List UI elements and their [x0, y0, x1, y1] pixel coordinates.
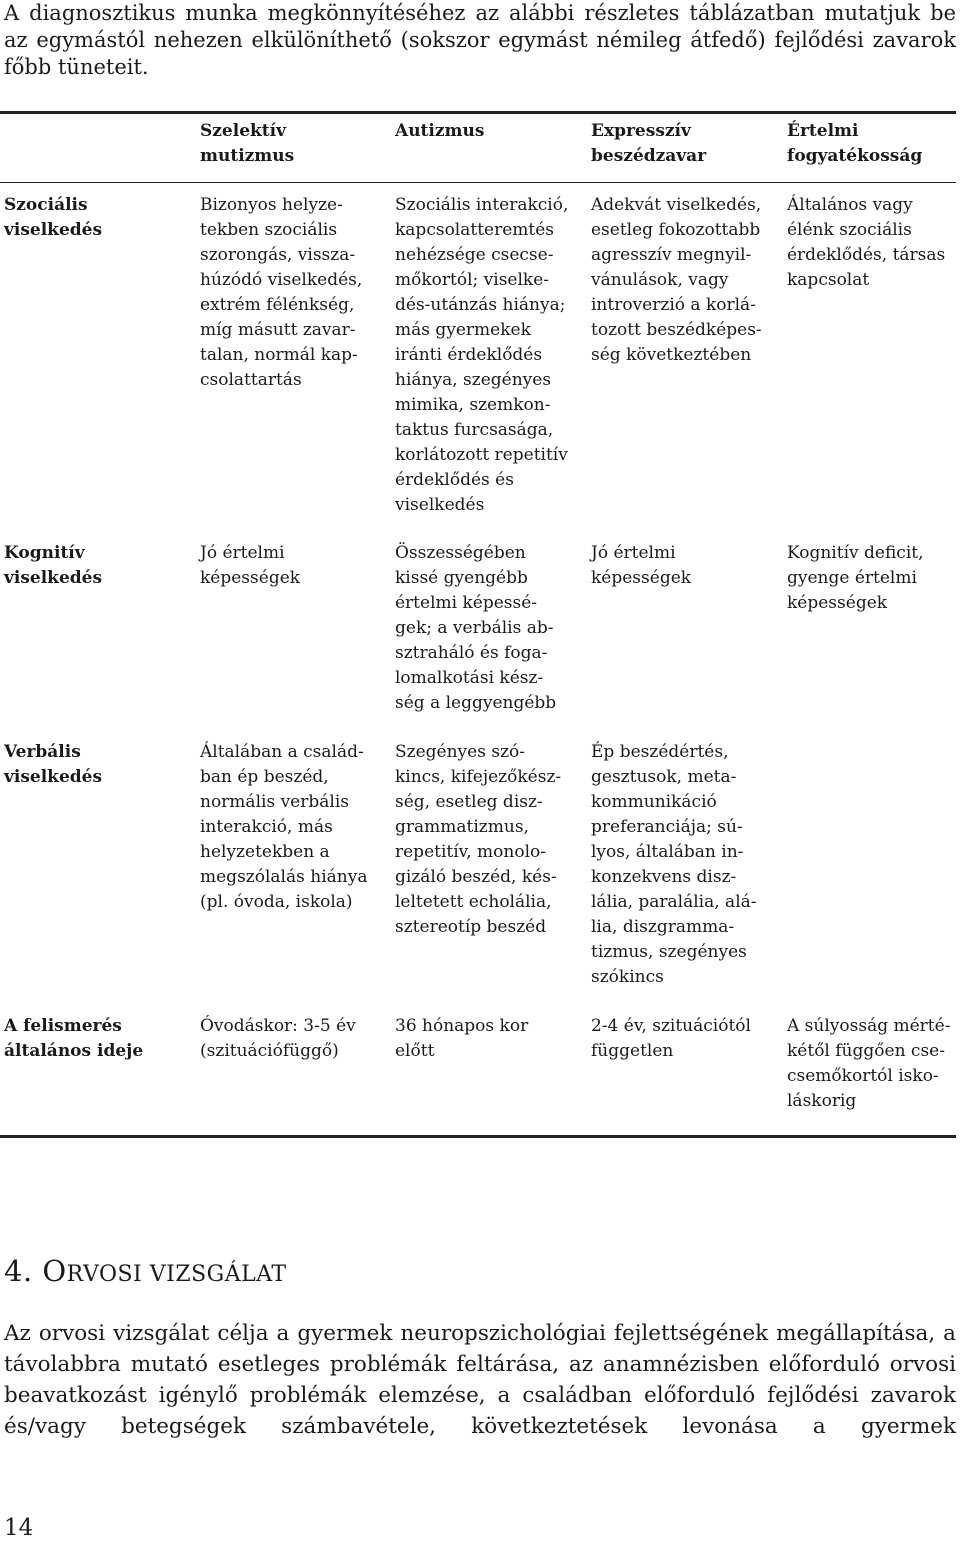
page-number: 14	[4, 1515, 34, 1541]
table-cell: Adekvát viselkedés, esetleg fokozottabb agresszív megnyil- vánulások, vagy introverzió a korlá- tozott beszédképes- ség következtében	[591, 195, 762, 365]
column-header-selective-mutism: Szelektív mutizmus	[200, 121, 295, 166]
table-cell: Jó értelmi képességek	[591, 543, 692, 588]
table-top-rule	[0, 111, 956, 114]
table-cell: Szegényes szó- kincs, kifejezőkész- ség, esetleg disz- grammatizmus, repetitív, monolo- gizáló beszéd, kés- leltetett echolália, sztereotíp beszéd	[395, 742, 562, 937]
table-bottom-rule	[0, 1135, 956, 1138]
intro-paragraph: A diagnosztikus munka megkönnyítéséhez az alábbi részletes táblázatban mutatjuk be az egymástól nehezen elkülöníthető (sokszor egymást némileg átfedő) fejlődési zavarok főbb tüneteit.	[4, 1, 956, 79]
section-title-initial: O	[42, 1254, 67, 1288]
section-title-rest: RVOSI VIZSGÁLAT	[66, 1262, 287, 1287]
column-header-expressive-language-disorder: Expresszív beszédzavar	[591, 121, 707, 166]
table-cell: Óvodáskor: 3-5 év (szituációfüggő)	[200, 1016, 356, 1061]
table-cell: Szociális interakció, kapcsolatteremtés nehézsége csecse- mőkortól; viselke- dés-utánzás hiánya; más gyermekek iránti érdeklődés hiánya, szegényes mimika, szemkon- taktus furcsasága, korlátozott repetitív érdeklődés és viselkedés	[395, 195, 569, 515]
body-paragraph: Az orvosi vizsgálat célja a gyermek neuropszichológiai fejlettségének megállapítása, a távolabbra mutató esetleges problémák feltárása, az anamnézisben előforduló orvosi beavatkozást igénylő problémák elemzése, a családban előforduló fejlődési zavarok és/vagy betegségek számbavétele, következtetések levonása a gyermek	[4, 1321, 956, 1439]
row-label-verbal-behaviour: Verbális viselkedés	[4, 742, 103, 787]
table-cell: Kognitív deficit, gyenge értelmi képességek	[787, 543, 924, 613]
table-cell: 2-4 év, szituációtól független	[591, 1016, 751, 1061]
table-cell: 36 hónapos kor előtt	[395, 1016, 529, 1061]
section-heading	[4, 1251, 287, 1295]
row-label-recognition-age: A felismerés általános ideje	[4, 1016, 144, 1061]
row-label-cognitive-behaviour: Kognitív viselkedés	[4, 543, 103, 588]
table-cell: Általános vagy élénk szociális érdeklődés, társas kapcsolat	[787, 195, 946, 290]
column-header-autism: Autizmus	[395, 121, 485, 141]
table-cell: Összességében kissé gyengébb értelmi képessé- gek; a verbális ab- sztraháló és foga- lomalkotási kész- ség a leggyengébb	[395, 543, 557, 713]
section-number: 4.	[4, 1254, 33, 1288]
table-header-rule	[0, 182, 956, 183]
table-cell: Jó értelmi képességek	[200, 543, 301, 588]
row-label-social-behaviour: Szociális viselkedés	[4, 195, 103, 240]
table-cell: Bizonyos helyze- tekben szociális szorongás, vissza- húzódó viselkedés, extrém félénkség, míg másutt zavar- talan, normál kap- csolattartás	[200, 195, 363, 390]
table-cell: A súlyosság mérté- kétől függően cse- csemőkortól isko- láskorig	[787, 1016, 951, 1111]
table-cell: Ép beszédértés, gesztusok, meta- kommunikáció preferanciája; sú- lyos, általában in- konzekvens disz- lália, paralália, alá- lia, diszgramma- tizmus, szegényes szókincs	[591, 742, 757, 987]
table-cell: Általában a család- ban ép beszéd, normális verbális interakció, más helyzetekben a megszólalás hiánya (pl. óvoda, iskola)	[200, 742, 368, 912]
column-header-intellectual-disability: Értelmi fogyatékosság	[787, 121, 923, 166]
